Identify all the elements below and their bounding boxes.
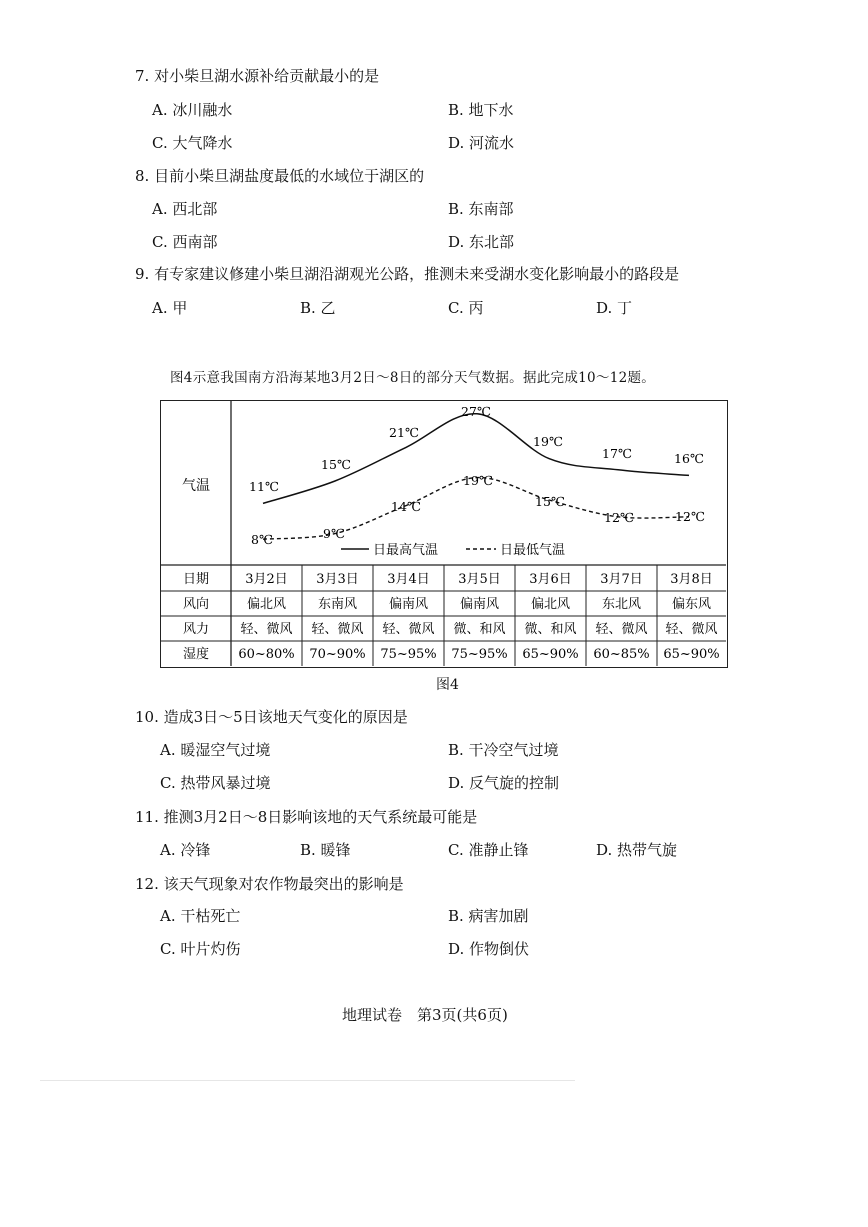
q7-option-b[interactable]: B. 地下水 xyxy=(448,101,514,119)
weather-table xyxy=(183,572,720,662)
question-7-stem: 7. 对小柴旦湖水源补给贡献最小的是 xyxy=(135,67,380,85)
question-9-stem: 9. 有专家建议修建小柴旦湖沿湖观光公路，推测未来受湖水变化影响最小的路段是 xyxy=(135,265,680,283)
table-cell: 轻、微风 xyxy=(382,622,435,637)
table-cell: 微、和风 xyxy=(453,622,506,637)
q11-option-c[interactable]: C. 准静止锋 xyxy=(448,841,529,859)
low-temp-label: 8℃ xyxy=(251,532,273,547)
q7-option-c[interactable]: C. 大气降水 xyxy=(152,134,233,152)
weather-figure-svg xyxy=(161,401,726,666)
table-cell: 70~90% xyxy=(309,647,366,662)
table-cell: 3月4日 xyxy=(387,572,430,587)
table-row-header: 日期 xyxy=(182,572,210,587)
q7-option-d[interactable]: D. 河流水 xyxy=(448,134,515,152)
q11-option-a[interactable]: A. 冷锋 xyxy=(160,841,211,859)
table-cell: 偏东风 xyxy=(671,597,712,612)
q10-option-a[interactable]: A. 暖湿空气过境 xyxy=(160,741,271,759)
table-cell: 3月3日 xyxy=(316,572,359,587)
table-cell: 60~80% xyxy=(238,647,295,662)
q7-option-a[interactable]: A. 冰川融水 xyxy=(152,101,233,119)
low-temp-label: 19℃ xyxy=(463,473,493,488)
q12-option-b[interactable]: B. 病害加剧 xyxy=(448,907,529,925)
q9-option-b[interactable]: B. 乙 xyxy=(300,299,336,317)
legend-high-label: 日最高气温 xyxy=(373,543,439,558)
legend-low-label: 日最低气温 xyxy=(500,543,566,558)
q10-option-b[interactable]: B. 干冷空气过境 xyxy=(448,741,559,759)
table-cell: 60~85% xyxy=(593,647,650,662)
table-cell: 偏南风 xyxy=(388,597,429,612)
table-cell: 偏北风 xyxy=(530,597,571,612)
table-cell: 65~90% xyxy=(522,647,579,662)
table-cell: 轻、微风 xyxy=(595,622,648,637)
question-12-stem: 12. 该天气现象对农作物最突出的影响是 xyxy=(135,875,404,893)
q10-option-d[interactable]: D. 反气旋的控制 xyxy=(448,774,560,792)
high-temp-label: 15℃ xyxy=(321,457,351,472)
table-cell: 3月8日 xyxy=(670,572,713,587)
table-cell: 偏北风 xyxy=(246,597,287,612)
figure-4 xyxy=(160,400,728,668)
high-temp-label: 11℃ xyxy=(249,479,279,494)
temperature-row-label: 气温 xyxy=(182,478,210,494)
table-cell: 东北风 xyxy=(601,597,642,612)
table-cell: 3月7日 xyxy=(600,572,643,587)
low-temp-label: 14℃ xyxy=(391,499,421,514)
figure-intro: 图4示意我国南方沿海某地3月2日～8日的部分天气数据。据此完成10～12题。 xyxy=(170,370,656,386)
table-row-header: 湿度 xyxy=(182,647,210,662)
q11-option-b[interactable]: B. 暖锋 xyxy=(300,841,351,859)
table-cell: 东南风 xyxy=(317,597,358,612)
table-cell: 轻、微风 xyxy=(311,622,364,637)
low-temp-label: 9℃ xyxy=(323,526,345,541)
q9-option-c[interactable]: C. 丙 xyxy=(448,299,484,317)
q9-option-a[interactable]: A. 甲 xyxy=(152,299,188,317)
q8-option-c[interactable]: C. 西南部 xyxy=(152,233,218,251)
page-footer: 地理试卷 第3页(共6页) xyxy=(342,1006,508,1024)
table-cell: 3月6日 xyxy=(529,572,572,587)
low-temp-label: 12℃ xyxy=(675,509,705,524)
low-temp-label: 15℃ xyxy=(535,494,565,509)
table-cell: 微、和风 xyxy=(524,622,577,637)
question-8-stem: 8. 目前小柴旦湖盐度最低的水域位于湖区的 xyxy=(135,167,425,185)
high-temp-label: 27℃ xyxy=(461,404,491,419)
table-row-header: 风力 xyxy=(182,622,210,637)
table-cell: 65~90% xyxy=(663,647,720,662)
q10-option-c[interactable]: C. 热带风暴过境 xyxy=(160,774,271,792)
high-temp-label: 17℃ xyxy=(602,446,632,461)
q8-option-b[interactable]: B. 东南部 xyxy=(448,200,514,218)
question-10-stem: 10. 造成3日～5日该地天气变化的原因是 xyxy=(135,708,408,726)
table-cell: 轻、微风 xyxy=(240,622,293,637)
table-cell: 轻、微风 xyxy=(665,622,718,637)
table-cell: 偏南风 xyxy=(459,597,500,612)
low-temp-label: 12℃ xyxy=(604,510,634,525)
table-row-header: 风向 xyxy=(182,597,210,612)
q12-option-c[interactable]: C. 叶片灼伤 xyxy=(160,940,241,958)
bottom-divider-line xyxy=(40,1080,575,1081)
q9-option-d[interactable]: D. 丁 xyxy=(596,299,633,317)
high-temp-label: 19℃ xyxy=(533,434,563,449)
figure-caption: 图4 xyxy=(436,677,459,693)
table-cell: 75~95% xyxy=(451,647,508,662)
question-11-stem: 11. 推测3月2日～8日影响该地的天气系统最可能是 xyxy=(135,808,478,826)
q8-option-a[interactable]: A. 西北部 xyxy=(152,200,218,218)
q12-option-d[interactable]: D. 作物倒伏 xyxy=(448,940,530,958)
q12-option-a[interactable]: A. 干枯死亡 xyxy=(160,907,241,925)
table-cell: 3月2日 xyxy=(245,572,288,587)
table-cell: 75~95% xyxy=(380,647,437,662)
q11-option-d[interactable]: D. 热带气旋 xyxy=(596,841,678,859)
high-temp-label: 21℃ xyxy=(389,425,419,440)
high-temp-label: 16℃ xyxy=(674,451,704,466)
table-cell: 3月5日 xyxy=(458,572,501,587)
q8-option-d[interactable]: D. 东北部 xyxy=(448,233,515,251)
